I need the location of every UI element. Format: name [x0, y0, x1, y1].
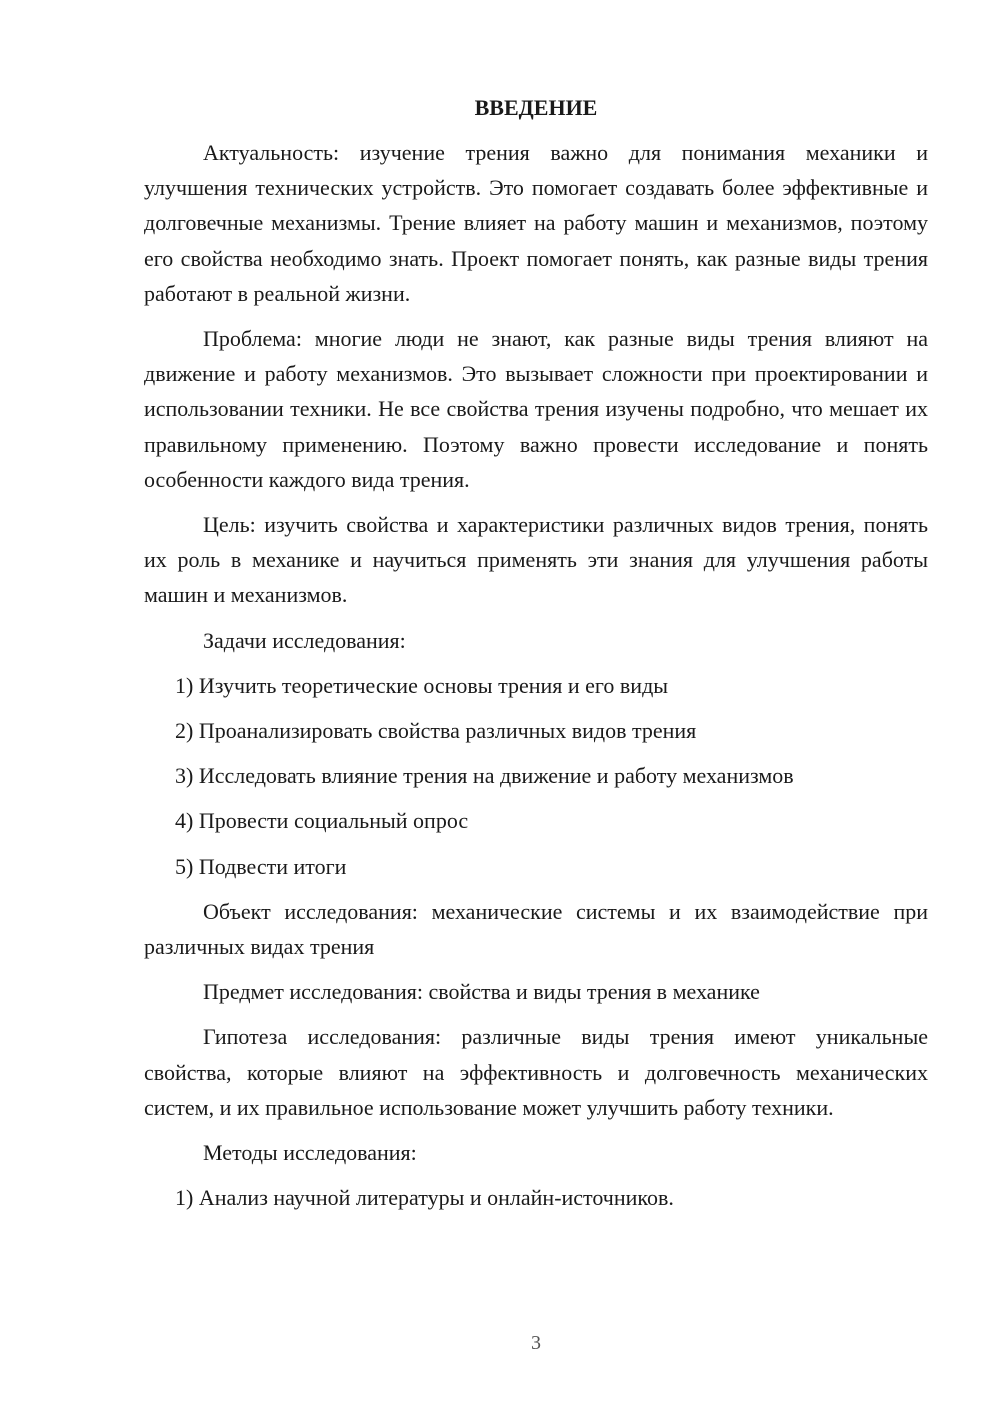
tasks-heading: Задачи исследования: [203, 627, 406, 653]
problem-paragraph: Проблема: многие люди не знают, как разные виды трения влияют на движение и работу механизмов. Это вызывает сложности при проектировании и использовании техники. Не все свойства трения изучены подробно, что мешает их правильному применению. Поэтому важно провести исследование и понять особенности каждого вида трения. [144, 326, 928, 492]
task-item: 5) Подвести итоги [175, 853, 347, 879]
methods-heading: Методы исследования: [203, 1140, 417, 1166]
document-page [144, 90, 928, 1225]
page-number: 3 [531, 1332, 541, 1354]
method-item: 1) Анализ научной литературы и онлайн-источников. [175, 1185, 674, 1211]
relevance-paragraph: Актуальность: изучение трения важно для понимания механики и улучшения технических устройств. Это помогает создавать более эффективные и долговечные механизмы. Трение влияет на работу машин и механизмов, поэтому его свойства необходимо знать. Проект помогает понять, как разные виды трения работают в реальной жизни. [144, 140, 928, 306]
hypothesis-paragraph: Гипотеза исследования: различные виды трения имеют уникальные свойства, которые влияют на эффективность и долговечность механических систем, и их правильное использование может улучшить работу техники. [144, 1024, 928, 1120]
task-item: 3) Исследовать влияние трения на движение и работу механизмов [175, 763, 794, 789]
goal-paragraph: Цель: изучить свойства и характеристики различных видов трения, понять их роль в механике и научиться применять эти знания для улучшения работы машин и механизмов. [144, 512, 928, 608]
object-paragraph: Объект исследования: механические системы и их взаимодействие при различных видах трения [144, 898, 928, 960]
task-item: 2) Проанализировать свойства различных видов трения [175, 718, 697, 744]
task-item: 4) Провести социальный опрос [175, 808, 469, 834]
task-item: 1) Изучить теоретические основы трения и его виды [175, 672, 669, 698]
subject-paragraph: Предмет исследования: свойства и виды трения в механике [203, 979, 760, 1005]
section-title: ВВЕДЕНИЕ [474, 95, 598, 120]
